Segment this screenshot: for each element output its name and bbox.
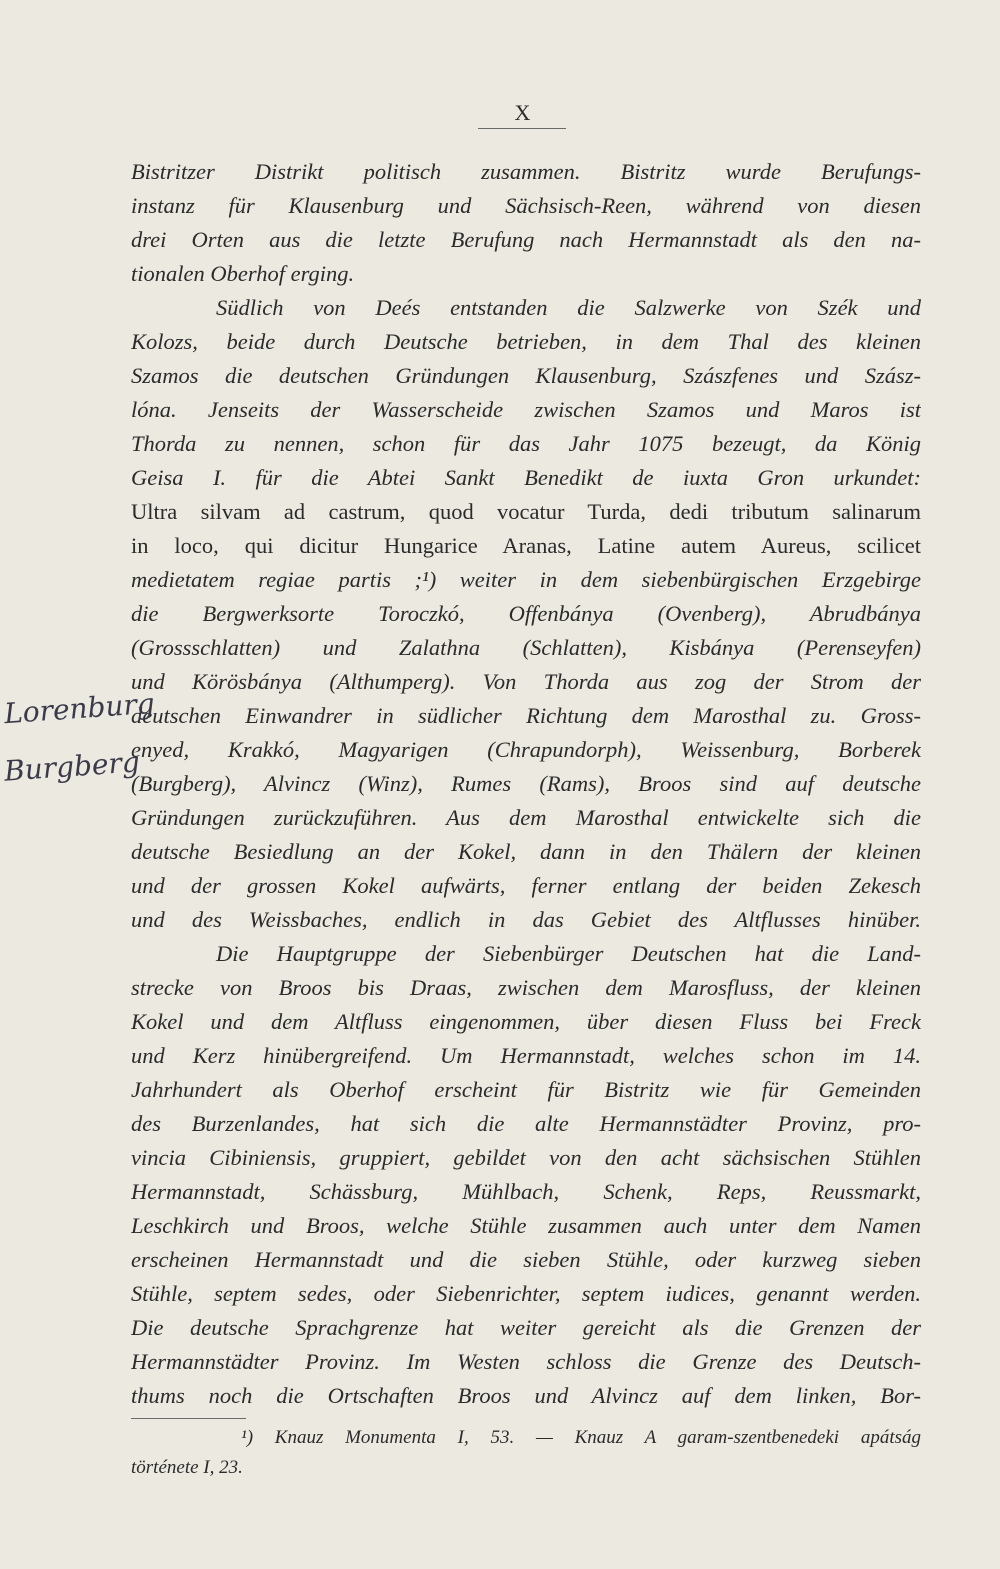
text-line: Ultra silvam ad castrum, quod vocatur Turda, dedi tributum salinarum (131, 499, 921, 524)
text-line: tionalen Oberhof erging. (131, 261, 355, 286)
text-line: Die deutsche Sprachgrenze hat weiter gereicht als die Grenzen der (131, 1315, 921, 1340)
text-line: Geisa I. für die Abtei Sankt Benedikt de iuxta Gron urkundet: (131, 465, 921, 490)
text-line: Südlich von Deés entstanden die Salzwerke von Szék und (216, 295, 921, 320)
body-text (131, 155, 921, 1413)
text-line: (Grossschlatten) und Zalathna (Schlatten), Kisbánya (Perenseyfen) (131, 635, 921, 660)
text-line: deutschen Einwandrer in südlicher Richtung dem Marosthal zu. Gross- (131, 703, 921, 728)
text-line: die Bergwerksorte Toroczkó, Offenbánya (Ovenberg), Abrudbánya (131, 601, 921, 626)
text-line: Szamos die deutschen Gründungen Klausenburg, Szászfenes und Szász- (131, 363, 921, 388)
text-line: Kokel und dem Altfluss eingenommen, über diesen Fluss bei Freck (131, 1009, 921, 1034)
text-line: Thorda zu nennen, schon für das Jahr 1075 bezeugt, da König (131, 431, 921, 456)
text-line: vincia Cibiniensis, gruppiert, gebildet von den acht sächsischen Stühlen (131, 1145, 921, 1170)
text-line: Stühle, septem sedes, oder Siebenrichter, septem iudices, genannt werden. (131, 1281, 921, 1306)
text-line: und der grossen Kokel aufwärts, ferner entlang der beiden Zekesch (131, 873, 921, 898)
text-line: (Burgberg), Alvincz (Winz), Rumes (Rams), Broos sind auf deutsche (131, 771, 921, 796)
text-line: drei Orten aus die letzte Berufung nach Hermannstadt als den na- (131, 227, 921, 252)
text-line: erscheinen Hermannstadt und die sieben Stühle, oder kurzweg sieben (131, 1247, 921, 1272)
page-number: X (514, 100, 532, 125)
footnotes (131, 1423, 921, 1483)
text-line: des Burzenlandes, hat sich die alte Hermannstädter Provinz, pro- (131, 1111, 921, 1136)
text-line: in loco, qui dicitur Hungarice Aranas, Latine autem Aureus, scilicet (131, 533, 921, 558)
header-rule (478, 128, 566, 129)
text-line: instanz für Klausenburg und Sächsisch-Reen, während von diesen (131, 193, 921, 218)
handwritten-margin-note: Lorenburg (3, 686, 156, 731)
text-line: Jahrhundert als Oberhof erscheint für Bistritz wie für Gemeinden (131, 1077, 921, 1102)
text-line: und Körösbánya (Althumperg). Von Thorda aus zog der Strom der (131, 669, 921, 694)
footnote-line: ¹) Knauz Monumenta I, 53. — Knauz A garam-szentbenedeki apátság (241, 1427, 921, 1448)
text-line: medietatem regiae partis ;¹) weiter in dem siebenbürgischen Erzgebirge (131, 567, 921, 592)
text-line: Gründungen zurückzuführen. Aus dem Marosthal entwickelte sich die (131, 805, 921, 830)
text-line: Leschkirch und Broos, welche Stühle zusammen auch unter dem Namen (131, 1213, 921, 1238)
text-line: Bistritzer Distrikt politisch zusammen. Bistritz wurde Berufungs- (131, 159, 921, 184)
text-line: strecke von Broos bis Draas, zwischen dem Marosfluss, der kleinen (131, 975, 921, 1000)
footnote-line: története I, 23. (131, 1457, 243, 1478)
text-line: Hermannstädter Provinz. Im Westen schloss die Grenze des Deutsch- (131, 1349, 921, 1374)
footnote-rule (131, 1418, 246, 1419)
text-line: und Kerz hinübergreifend. Um Hermannstadt, welches schon im 14. (131, 1043, 921, 1068)
text-line: und des Weissbaches, endlich in das Gebiet des Altflusses hinüber. (131, 907, 921, 932)
text-line: lóna. Jenseits der Wasserscheide zwischen Szamos und Maros ist (131, 397, 921, 422)
text-line: enyed, Krakkó, Magyarigen (Chrapundorph), Weissenburg, Borberek (131, 737, 921, 762)
text-line: Hermannstadt, Schässburg, Mühlbach, Schenk, Reps, Reussmarkt, (131, 1179, 921, 1204)
text-line: deutsche Besiedlung an der Kokel, dann in den Thälern der kleinen (131, 839, 921, 864)
text-line: thums noch die Ortschaften Broos und Alvincz auf dem linken, Bor- (131, 1383, 921, 1408)
text-line: Die Hauptgruppe der Siebenbürger Deutschen hat die Land- (216, 941, 921, 966)
handwritten-margin-note: Burgberg (3, 745, 141, 788)
text-line: Kolozs, beide durch Deutsche betrieben, in dem Thal des kleinen (131, 329, 921, 354)
